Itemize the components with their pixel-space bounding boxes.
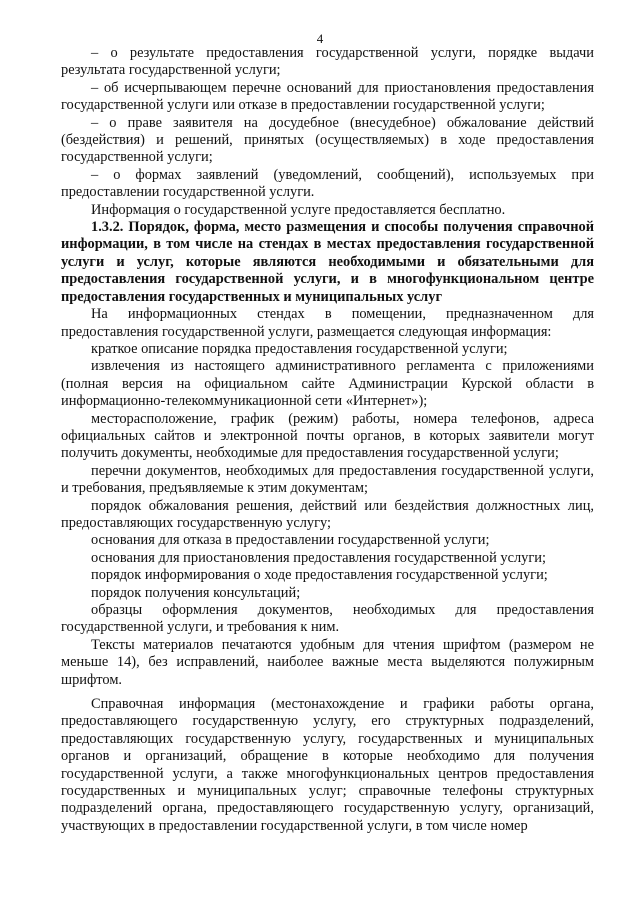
paragraph: – о праве заявителя на досудебное (внесудебное) обжалование действий (бездействия) и решений, принятых (осуществляемых) в ходе предоставления государственной услуги;	[61, 114, 594, 166]
paragraph: Информация о государственной услуге предоставляется бесплатно.	[91, 201, 506, 218]
paragraph: – о формах заявлений (уведомлений, сообщений), используемых при предоставлении государственной услуги.	[61, 166, 594, 201]
list-item: извлечения из настоящего административного регламента с приложениями (полная версия на официальном сайте Администрации Курской области в информационно-телекоммуникационной сети «Интернет»);	[61, 358, 594, 410]
list-item: основания для приостановления предоставления государственной услуги;	[91, 549, 546, 566]
page-number: 4	[316, 31, 324, 46]
paragraph: На информационных стендах в помещении, предназначенном для предоставления государственной услуги, размещается следующая информация:	[61, 306, 594, 340]
list-item: образцы оформления документов, необходимых для предоставления государственной услуги, и требования к ним.	[61, 602, 594, 636]
list-item: краткое описание порядка предоставления государственной услуги;	[91, 340, 508, 357]
list-item: перечни документов, необходимых для предоставления государственной услуги, и требования, предъявляемые к этим документам;	[61, 462, 594, 497]
list-item: порядок информирования о ходе предоставления государственной услуги;	[91, 567, 548, 584]
paragraph: – об исчерпывающем перечне оснований для приостановления предоставления государственной услуги или отказе в предоставлении государственной услуги;	[61, 79, 594, 114]
paragraph: – о результате предоставления государственной услуги, порядке выдачи результата государственной услуги;	[61, 45, 594, 79]
paragraph: Тексты материалов печатаются удобным для чтения шрифтом (размером не меньше 14), без исправлений, наиболее важные места выделяются полужирным шрифтом.	[61, 636, 594, 688]
list-item: порядок обжалования решения, действий или бездействия должностных лиц, предоставляющих государственную услугу;	[61, 497, 594, 531]
document-body	[61, 45, 594, 835]
list-item: порядок получения консультаций;	[91, 584, 301, 601]
paragraph: Справочная информация (местонахождение и графики работы органа, предоставляющего государственную услугу, его структурных подразделений, предоставляющих государственную услугу, государственных и муниципальных органов и организаций, обращение в которые необходимо для получения государственной услуги, а также многофункциональных центров предоставления государственных и муниципальных услуг; справочные телефоны структурных подразделений органа, предоставляющего государственную услугу, организаций, участвующих в предоставлении государственной услуги, в том числе номер	[61, 696, 594, 834]
section-heading: 1.3.2. Порядок, форма, место размещения и способы получения справочной информации, в том числе на стендах в местах предоставления государственной услуги и услуг, которые являются необходимыми и обязательными для предоставления государственной услуги, и в многофункциональном центре предоставления государственных и муниципальных услуг	[61, 219, 594, 305]
list-item: основания для отказа в предоставлении государственной услуги;	[91, 532, 490, 549]
list-item: месторасположение, график (режим) работы, номера телефонов, адреса официальных сайтов и электронной почты органов, в которых заявители могут получить документы, необходимые для предоставления государственной услуги;	[61, 410, 594, 462]
